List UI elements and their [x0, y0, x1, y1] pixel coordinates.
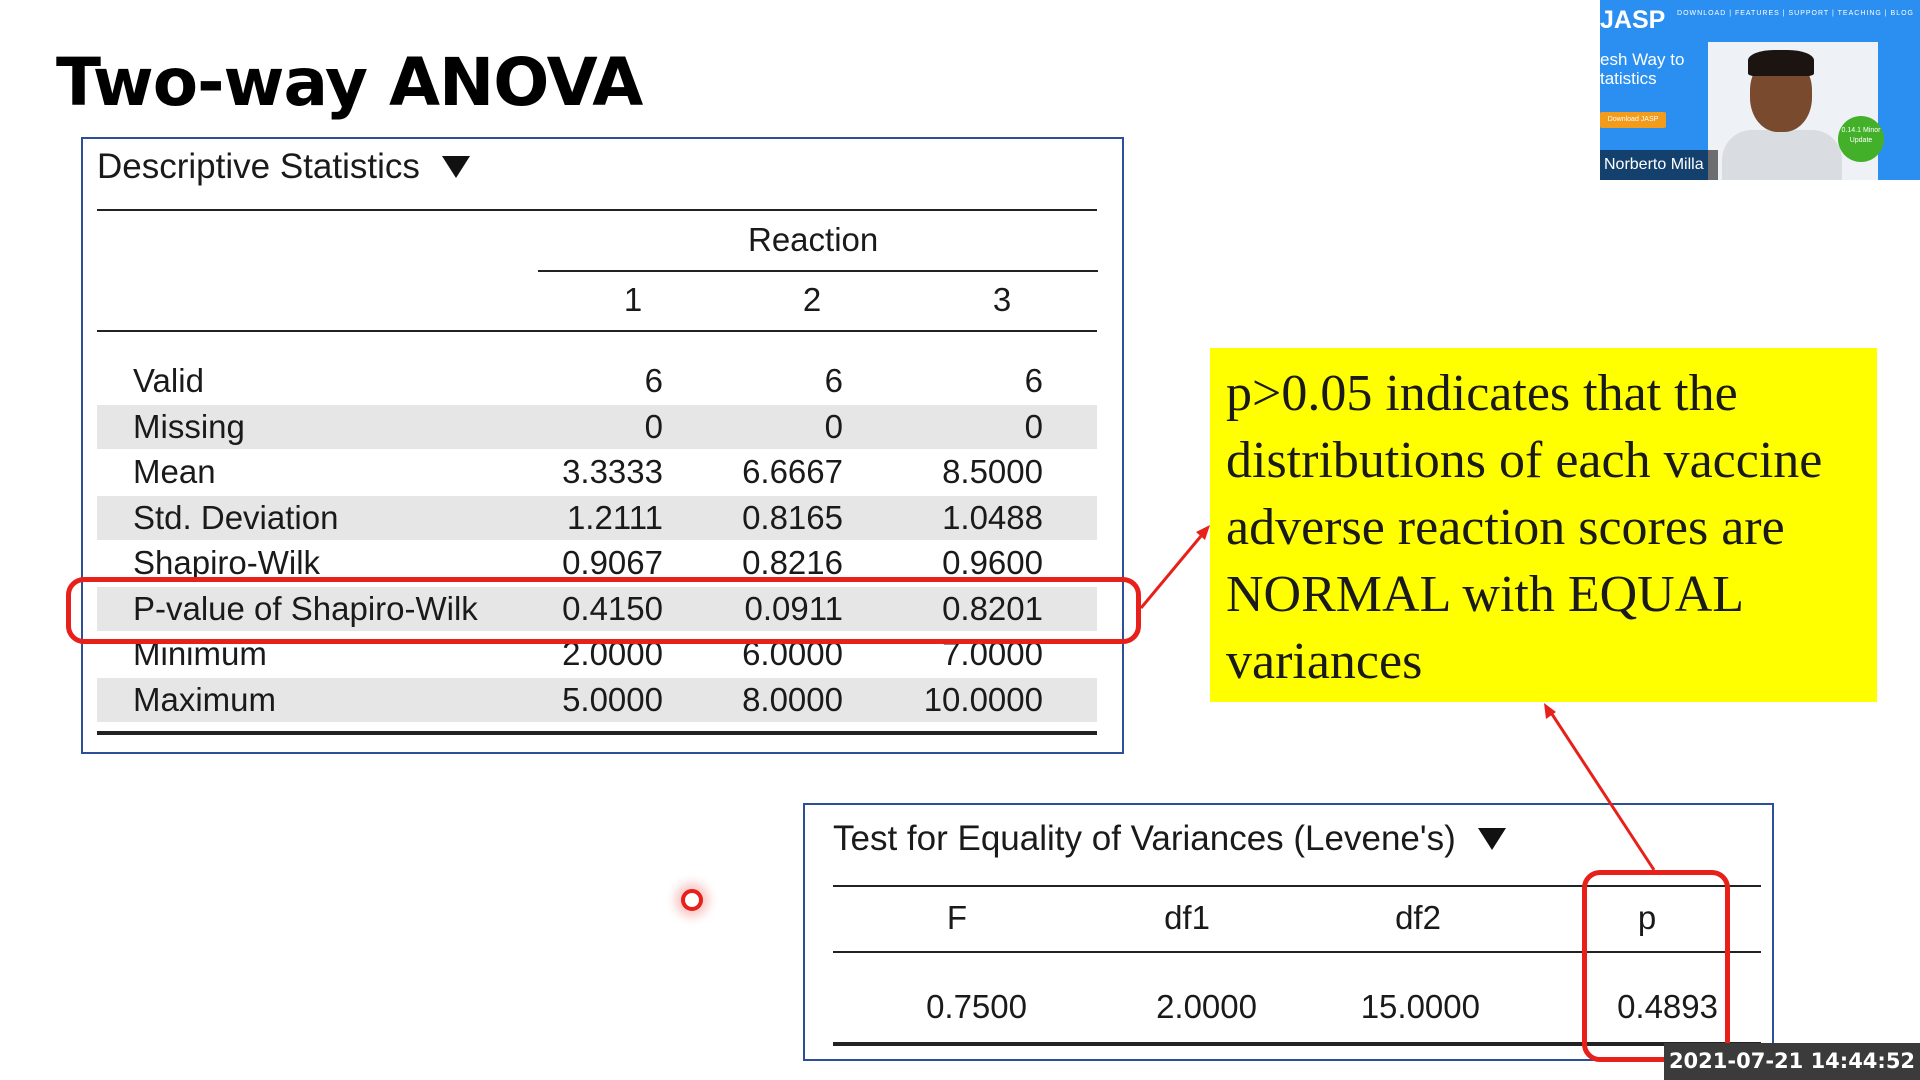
highlight-shapiro-row	[66, 577, 1141, 644]
table-cell: 3.3333	[562, 453, 663, 490]
row-label-maximum: Maximum	[133, 681, 277, 718]
webcam-update-badge: 0.14.1 Minor Update	[1838, 116, 1884, 162]
recording-timestamp: 2021-07-21 14:44:52	[1664, 1043, 1920, 1080]
table-cell: 0.8165	[742, 499, 843, 536]
table-cell: 0.9600	[942, 544, 1043, 581]
group-header-rule	[538, 270, 1098, 272]
highlight-levene-p	[1582, 870, 1730, 1062]
presenter-name: Norberto Milla	[1600, 150, 1718, 180]
row-label-mean: Mean	[133, 453, 216, 490]
column-header-df1: df1	[1164, 899, 1210, 936]
presenter-torso	[1722, 130, 1842, 180]
collapse-triangle-icon[interactable]	[1478, 828, 1506, 850]
presenter-webcam	[1600, 0, 1920, 180]
group-header-reaction: Reaction	[748, 221, 879, 258]
pointer-cursor-icon	[681, 889, 703, 911]
webcam-tagline: esh Way to tatistics	[1600, 50, 1685, 88]
levene-value-df1: 2.0000	[1156, 988, 1257, 1025]
descriptive-statistics-panel	[81, 137, 1124, 754]
table-cell: 0	[644, 408, 663, 445]
table-cell: 0.8201	[942, 590, 1043, 627]
row-label-minimum: Minimum	[133, 635, 267, 672]
row-label-shapiro-wilk: Shapiro-Wilk	[133, 544, 321, 581]
row-label-p-value-shapiro-wilk: P-value of Shapiro-Wilk	[133, 590, 478, 627]
table-cell: 6	[1024, 362, 1043, 399]
levene-test-title: Test for Equality of Variances (Levene's)	[833, 819, 1456, 858]
arrowhead-icon	[1196, 525, 1210, 540]
arrowhead-icon	[1544, 703, 1556, 719]
levene-value-p: 0.4893	[1617, 988, 1718, 1025]
table-cell: 5.0000	[562, 681, 663, 718]
table-cell: 10.0000	[923, 681, 1043, 718]
slide-title: Two-way ANOVA	[56, 44, 643, 121]
table-cell: 6	[824, 362, 843, 399]
row-label-valid: Valid	[133, 362, 204, 399]
levene-value-f: 0.7500	[926, 988, 1027, 1025]
table-bottom-rule	[97, 731, 1097, 735]
table-cell: 8.0000	[742, 681, 843, 718]
column-header-p: p	[1637, 899, 1657, 936]
arrow-shapiro-to-note	[1141, 530, 1206, 608]
table-cell: 1.2111	[566, 499, 663, 536]
webcam-nav: DOWNLOAD | FEATURES | SUPPORT | TEACHING | BLOG	[1677, 10, 1914, 17]
table-cell: 6	[644, 362, 663, 399]
table-cell: 1.0488	[942, 499, 1043, 536]
row-label-std-deviation: Std. Deviation	[133, 499, 339, 536]
levene-value-df2: 15.0000	[1360, 988, 1480, 1025]
table-cell: 6.6667	[742, 453, 843, 490]
column-header-2: 2	[802, 281, 822, 318]
table-cell: 0.9067	[562, 544, 663, 581]
table-cell: 0	[1024, 408, 1043, 445]
presenter-hair	[1748, 50, 1814, 76]
webcam-download-button: Download JASP	[1600, 112, 1666, 128]
table-cell: 2.0000	[562, 635, 663, 672]
levene-test-header[interactable]	[833, 819, 1506, 859]
row-label-missing: Missing	[133, 408, 245, 445]
table-cell: 0	[824, 408, 843, 445]
column-header-rule	[97, 330, 1097, 332]
column-header-f: F	[946, 899, 968, 936]
interpretation-note: p>0.05 indicates that the distributions of each vaccine adverse reaction scores are NORMAL with EQUAL variances	[1210, 348, 1877, 702]
table-cell: 0.4150	[562, 590, 663, 627]
descriptive-statistics-header[interactable]	[97, 147, 470, 187]
column-header-df2: df2	[1395, 899, 1441, 936]
table-cell: 7.0000	[942, 635, 1043, 672]
column-header-3: 3	[992, 281, 1012, 318]
descriptive-statistics-title: Descriptive Statistics	[97, 147, 420, 186]
table-cell: 0.0911	[744, 590, 843, 627]
collapse-triangle-icon[interactable]	[442, 156, 470, 178]
table-cell: 0.8216	[742, 544, 843, 581]
webcam-brand: JASP	[1600, 6, 1666, 34]
table-top-rule	[97, 209, 1097, 211]
column-header-1: 1	[623, 281, 643, 318]
table-cell: 8.5000	[942, 453, 1043, 490]
table-cell: 6.0000	[742, 635, 843, 672]
